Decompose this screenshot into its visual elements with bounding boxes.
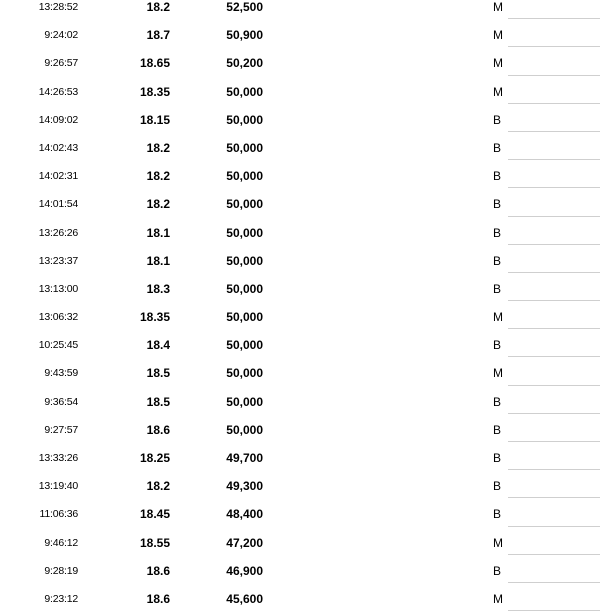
trade-volume: 50,000 bbox=[226, 225, 263, 240]
table-row bbox=[0, 470, 600, 498]
trade-volume: 50,000 bbox=[226, 253, 263, 268]
trade-time: 9:24:02 bbox=[44, 29, 78, 42]
trade-side: B bbox=[493, 112, 502, 127]
table-row bbox=[0, 442, 600, 470]
trade-volume: 50,000 bbox=[226, 84, 263, 99]
trade-time: 13:28:52 bbox=[38, 1, 78, 13]
trade-price: 18.2 bbox=[146, 169, 170, 184]
trade-price: 18.6 bbox=[146, 591, 170, 606]
trade-price: 18.25 bbox=[139, 451, 170, 465]
trade-price: 18.5 bbox=[146, 394, 170, 409]
trade-side: M bbox=[493, 84, 503, 99]
table-row bbox=[0, 386, 600, 414]
table-row bbox=[0, 583, 600, 611]
trade-volume: 48,400 bbox=[226, 507, 263, 522]
table-row bbox=[0, 104, 600, 132]
table-row bbox=[0, 245, 600, 273]
table-row bbox=[0, 19, 600, 47]
trade-price: 18.1 bbox=[146, 253, 170, 268]
trade-side: B bbox=[493, 253, 502, 268]
trade-time: 13:19:40 bbox=[38, 480, 78, 493]
trade-time: 10:25:45 bbox=[38, 339, 78, 352]
trade-side: B bbox=[493, 197, 502, 212]
trade-price: 18.6 bbox=[146, 563, 170, 578]
table-row bbox=[0, 0, 600, 19]
table-row bbox=[0, 188, 600, 216]
table-row bbox=[0, 132, 600, 160]
trade-volume: 49,700 bbox=[226, 451, 263, 465]
trade-time: 14:02:31 bbox=[38, 170, 78, 183]
trade-side: B bbox=[493, 225, 502, 240]
table-row bbox=[0, 301, 600, 329]
trade-time: 14:26:53 bbox=[38, 85, 78, 98]
trade-volume: 50,000 bbox=[226, 366, 263, 381]
trade-time: 14:09:02 bbox=[38, 113, 78, 126]
trade-volume: 49,300 bbox=[226, 479, 263, 494]
trade-time: 14:02:43 bbox=[38, 141, 78, 154]
trade-side: M bbox=[493, 310, 503, 325]
trade-price: 18.2 bbox=[146, 140, 170, 155]
trade-time: 9:23:12 bbox=[44, 592, 78, 605]
trade-side: M bbox=[493, 56, 503, 71]
table-row bbox=[0, 217, 600, 245]
trade-price: 18.65 bbox=[139, 56, 170, 71]
table-row bbox=[0, 160, 600, 188]
trade-time: 9:27:57 bbox=[44, 423, 78, 436]
trade-price: 18.2 bbox=[146, 197, 170, 212]
trade-volume: 47,200 bbox=[226, 535, 263, 550]
trade-time: 9:46:12 bbox=[44, 536, 78, 549]
trade-time: 13:23:37 bbox=[38, 254, 78, 267]
trade-volume: 50,000 bbox=[226, 310, 263, 325]
table-row bbox=[0, 527, 600, 555]
table-row bbox=[0, 47, 600, 75]
trade-time: 9:26:57 bbox=[44, 57, 78, 70]
trade-price: 18.3 bbox=[146, 281, 170, 296]
table-row bbox=[0, 273, 600, 301]
table-row bbox=[0, 329, 600, 357]
trade-side: B bbox=[493, 338, 502, 353]
table-row bbox=[0, 414, 600, 442]
trade-time: 14:01:54 bbox=[38, 198, 78, 211]
trade-volume: 50,000 bbox=[226, 281, 263, 296]
trade-time: 9:43:59 bbox=[44, 367, 78, 380]
trade-price: 18.55 bbox=[139, 535, 170, 550]
trade-side: B bbox=[493, 451, 502, 465]
table-row bbox=[0, 76, 600, 104]
trade-time: 13:26:26 bbox=[38, 226, 78, 239]
trade-volume: 50,000 bbox=[226, 169, 263, 184]
trade-price: 18.15 bbox=[139, 112, 170, 127]
trade-side: B bbox=[493, 422, 502, 437]
trade-side: B bbox=[493, 394, 502, 409]
trade-price: 18.6 bbox=[146, 422, 170, 437]
trade-side: B bbox=[493, 281, 502, 296]
trade-volume: 50,000 bbox=[226, 197, 263, 212]
trade-volume: 50,000 bbox=[226, 338, 263, 353]
trade-volume: 50,900 bbox=[226, 28, 263, 43]
trade-price: 18.35 bbox=[139, 84, 170, 99]
trade-side: M bbox=[493, 28, 503, 43]
table-row bbox=[0, 498, 600, 526]
trade-time: 13:33:26 bbox=[38, 452, 78, 464]
trade-volume: 50,200 bbox=[226, 56, 263, 71]
trade-time: 13:13:00 bbox=[38, 282, 78, 295]
trade-price: 18.7 bbox=[146, 28, 170, 43]
trade-volume: 45,600 bbox=[226, 591, 263, 606]
trade-side: B bbox=[493, 563, 502, 578]
trade-side: B bbox=[493, 169, 502, 184]
trade-price: 18.2 bbox=[146, 479, 170, 494]
trade-volume: 52,500 bbox=[226, 0, 263, 14]
trade-time: 9:28:19 bbox=[44, 564, 78, 577]
trade-time: 13:06:32 bbox=[38, 311, 78, 324]
trade-price: 18.4 bbox=[146, 338, 170, 353]
trade-price: 18.5 bbox=[146, 366, 170, 381]
trade-side: M bbox=[493, 0, 503, 14]
trade-side: M bbox=[493, 591, 503, 606]
trade-side: B bbox=[493, 140, 502, 155]
trade-volume: 50,000 bbox=[226, 422, 263, 437]
trade-volume: 50,000 bbox=[226, 394, 263, 409]
trade-side: M bbox=[493, 366, 503, 381]
trade-time: 11:06:36 bbox=[39, 508, 78, 521]
trade-price: 18.35 bbox=[139, 310, 170, 325]
table-row bbox=[0, 357, 600, 385]
trade-volume: 50,000 bbox=[226, 140, 263, 155]
trade-side: B bbox=[493, 507, 502, 522]
trade-volume: 50,000 bbox=[226, 112, 263, 127]
trade-price: 18.1 bbox=[146, 225, 170, 240]
trade-side: B bbox=[493, 479, 502, 494]
trade-side: M bbox=[493, 535, 503, 550]
trade-volume: 46,900 bbox=[226, 563, 263, 578]
trade-time: 9:36:54 bbox=[44, 395, 78, 408]
table-row bbox=[0, 555, 600, 583]
trade-price: 18.45 bbox=[139, 507, 170, 522]
trade-price: 18.2 bbox=[146, 0, 170, 14]
